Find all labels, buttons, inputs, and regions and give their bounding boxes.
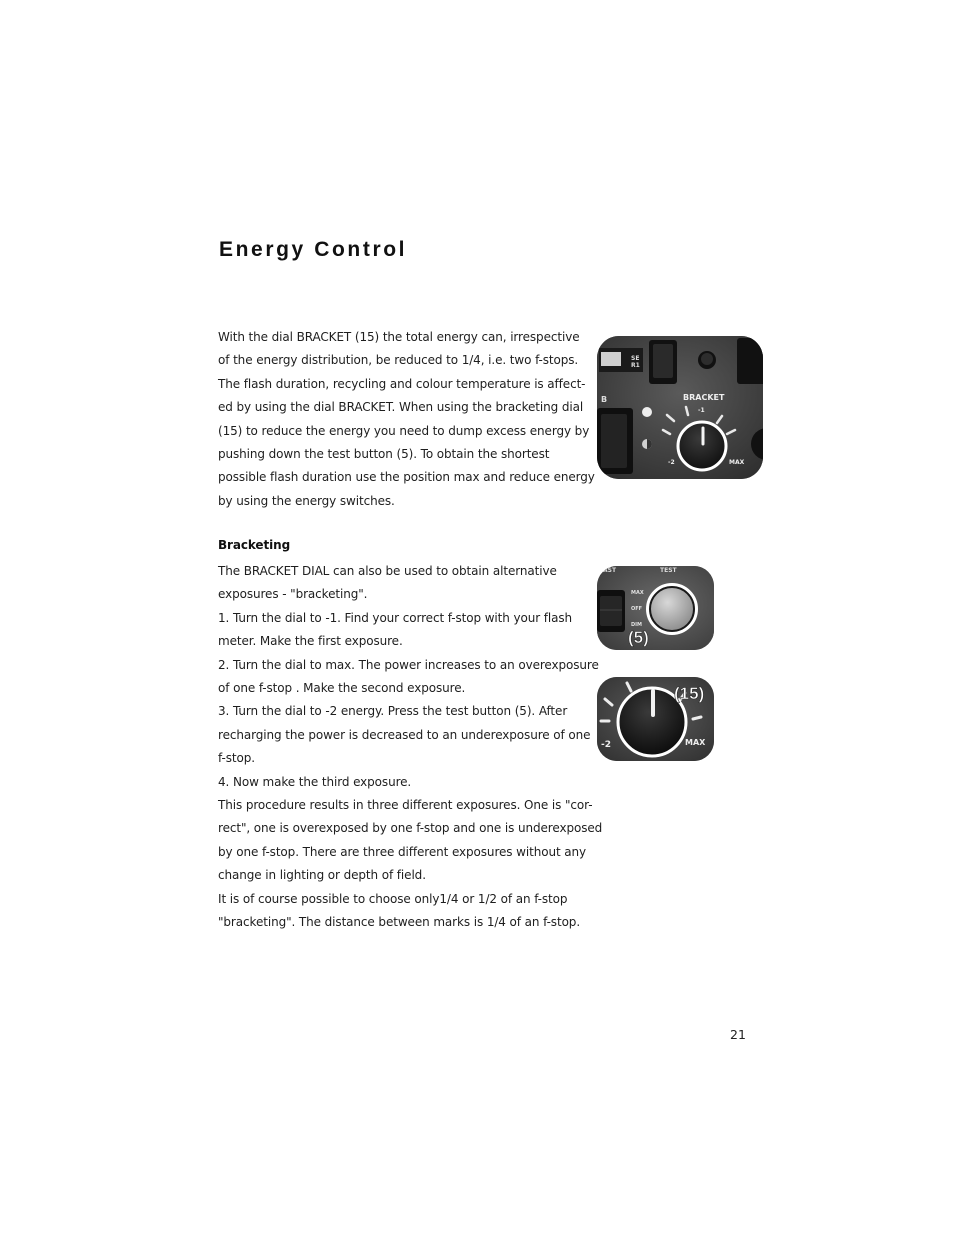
bracketing-paragraph [218, 560, 603, 935]
switch-label-top: SE [631, 355, 640, 362]
side-label: B [601, 395, 608, 404]
text-line: f-stop. [218, 751, 255, 766]
text-line: change in lighting or depth of field. [218, 868, 426, 883]
text-line: ed by using the dial BRACKET. When using the bracketing dial [218, 400, 584, 415]
page-number: 21 [730, 1027, 746, 1042]
dial-mark-top: -1 [698, 407, 705, 414]
text-line: pushing down the test button (5). To obtain the shortest [218, 447, 550, 462]
switch-label-max: MAX [631, 590, 644, 596]
text-line: possible flash duration use the position max and reduce energy [218, 470, 595, 485]
text-line: by one f-stop. There are three different exposures without any [218, 844, 587, 859]
text-line: rect", one is overexposed by one f-stop and one is underexposed [218, 821, 603, 836]
test-button-photo [597, 566, 714, 650]
dial-mark-left: -2 [601, 740, 611, 750]
intro-paragraph [218, 326, 595, 513]
text-line: meter. Make the first exposure. [218, 634, 403, 649]
switch-label-dim: DIM [631, 622, 642, 628]
text-line: This procedure results in three different exposures. One is "cor- [218, 798, 593, 813]
dial-label: BRACKET [683, 393, 725, 402]
dial-mark-right: MAX [729, 459, 745, 466]
bracketing-heading: Bracketing [218, 538, 291, 552]
text-line: exposures - "bracketing". [218, 587, 368, 602]
text-line: of one f-stop . Make the second exposure. [218, 681, 466, 696]
text-line: The flash duration, recycling and colour temperature is affect- [218, 376, 586, 391]
text-line: (15) to reduce the energy you need to dump excess energy by [218, 423, 590, 438]
callout-5: (5) [628, 628, 649, 647]
dial-mark-left: -2 [668, 459, 675, 466]
text-line: of the energy distribution, be reduced to 1/4, i.e. two f-stops. [218, 353, 579, 368]
switch-label-off: OFF [631, 606, 643, 612]
text-line: 2. Turn the dial to max. The power increases to an overexposure [218, 657, 599, 672]
bracket-dial-photo [597, 677, 714, 761]
callout-15: (15) [674, 684, 705, 703]
page-title: Energy Control [219, 238, 408, 261]
label-right: TEST [660, 567, 677, 574]
text-line: The BRACKET DIAL can also be used to obtain alternative [218, 564, 557, 578]
text-line: 4. Now make the third exposure. [218, 774, 412, 789]
label-left: AST [603, 567, 617, 574]
text-line: 3. Turn the dial to -2 energy. Press the test button (5). After [218, 704, 568, 719]
text-line: With the dial BRACKET (15) the total energy can, irrespective [218, 330, 580, 344]
dial-mark-right: MAX [685, 738, 706, 747]
bracket-panel-photo [597, 336, 763, 479]
text-line: It is of course possible to choose only1/4 or 1/2 of an f-stop [218, 891, 568, 906]
text-line: "bracketing". The distance between marks is 1/4 of an f-stop. [218, 915, 581, 930]
text-line: 1. Turn the dial to -1. Find your correct f-stop with your flash [218, 610, 573, 625]
text-line: by using the energy switches. [218, 493, 395, 508]
text-line: recharging the power is decreased to an underexposure of one [218, 727, 591, 742]
switch-label-bottom: R1 [631, 362, 640, 369]
